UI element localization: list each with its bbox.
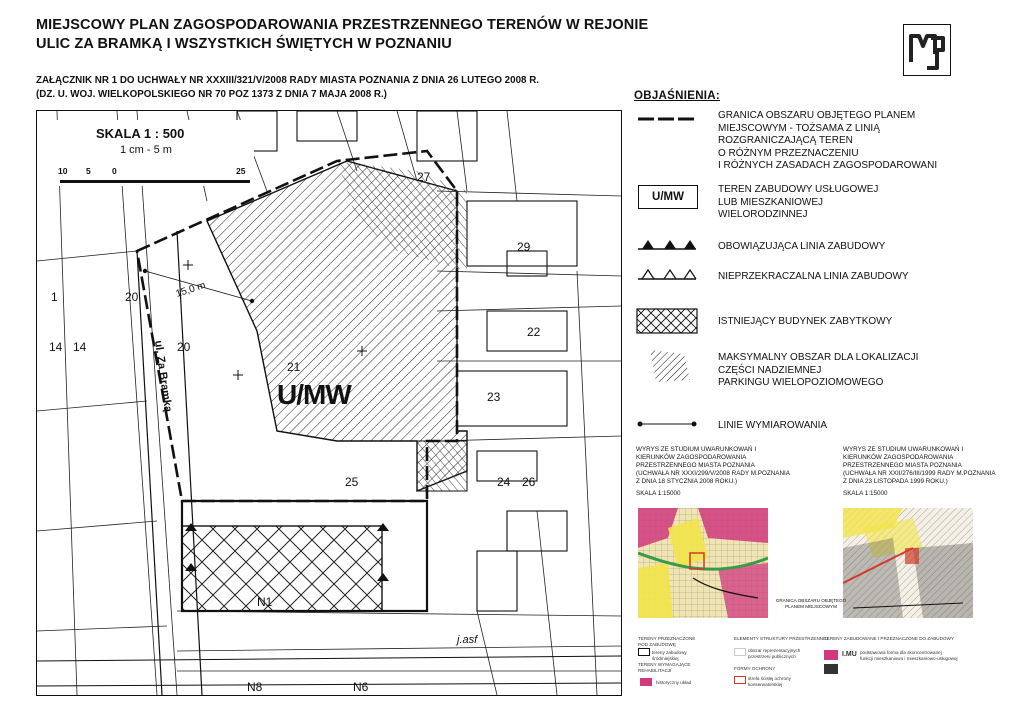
heritage-building[interactable] <box>182 526 382 611</box>
svg-text:24: 24 <box>497 475 511 489</box>
svg-text:1: 1 <box>51 290 58 304</box>
svg-text:14: 14 <box>49 340 63 354</box>
studium-callout: GRANICA OBSZARU OBJĘTEGO PLANEM MIEJSCOWYM <box>775 598 847 609</box>
svg-text:21: 21 <box>287 360 301 374</box>
mini-legend-swatch-2 <box>640 678 652 686</box>
mini-legend-col1-head: TERENY PRZEZNACZONE POD ZABUDOWĘ <box>638 636 696 647</box>
legend-text-parking: MAKSYMALNY OBSZAR DLA LOKALIZACJI CZĘŚCI NADZIEMNEJ PARKINGU WIELOPOZIOMOWEGO <box>718 352 919 388</box>
mini-legend-col3-label: I.MU <box>842 651 857 658</box>
studium-map-2008[interactable] <box>638 508 768 618</box>
studium-map-1999[interactable] <box>843 508 973 618</box>
scale-subtitle: 1 cm - 5 m <box>120 144 172 156</box>
studium-text-2008: WYRYS ZE STUDIUM UWARUNKOWAŃ I KIERUNKÓW ZAGOSPODAROWANIA PRZESTRZENNEGO MIASTA POZNANIA (UCHWAŁA NR XXXI/299/V/2008 RADY M.POZNANIA Z DNIA 18 STYCZNIA 2008 ROKU.) <box>636 446 790 485</box>
mini-legend-swatch-3 <box>734 648 746 656</box>
legend-text-umw: TEREN ZABUDOWY USŁUGOWEJ LUB MIESZKANIOWEJ WIELORODZINNEJ <box>718 184 879 220</box>
mini-legend-col2-item: obszar reprezentacyjnych przestrzeni publicznych <box>748 648 801 659</box>
mpu-logo-icon <box>903 24 951 76</box>
umw-box-icon: U/MW <box>638 185 698 209</box>
crosshatch-icon <box>636 308 698 334</box>
street-label-jasf: j.asf <box>457 634 478 646</box>
svg-text:N6: N6 <box>353 680 369 694</box>
svg-text:20: 20 <box>125 290 139 304</box>
mini-legend-swatch-6 <box>824 664 838 674</box>
street <box>37 634 621 686</box>
studium-scale-1999: SKALA 1:15000 <box>843 490 888 497</box>
scale-tick-0: 0 <box>112 166 117 176</box>
mini-legend-col2-head: ELEMENTY STRUKTURY PRZESTRZENNEJ <box>734 636 829 641</box>
plan-title: MIEJSCOWY PLAN ZAGOSPODAROWANIA PRZESTRZENNEGO TERENÓW W REJONIE ULIC ZA BRAMKĄ I WSZYSTKICH ŚWIĘTYCH W POZNANIU <box>36 17 649 52</box>
legend-text-dimension: LINIE WYMIAROWANIA <box>718 420 828 431</box>
map-panel[interactable] <box>36 110 622 696</box>
legend-text-heritage: ISTNIEJĄCY BUDYNEK ZABYTKOWY <box>718 316 893 327</box>
legend-text-boundary: GRANICA OBSZARU OBJĘTEGO PLANEM MIEJSCOWYM - TOŻSAMA Z LINIĄ ROZGRANICZAJĄCĄ TEREN O RÓŻNYM PRZEZNACZENIU I RÓŻNYCH ZASADACH ZAGOSPODAROWANI <box>718 110 938 171</box>
plan-subtitle <box>36 74 539 102</box>
mini-legend-col3-item: podstawowa forma dla skoncentrowanej funkcji mieszkaniowo i mieszkaniowo-usługowej <box>860 650 958 661</box>
svg-text:20: 20 <box>177 340 191 354</box>
legend-heading: OBJAŚNIENIA: <box>634 90 721 102</box>
scale-tick-25: 25 <box>236 166 246 176</box>
zone-label-umw: U/MW <box>277 379 351 410</box>
mini-legend-col3-head: TERENY ZABUDOWANE I PRZEZNACZONE DO ZABUDOWY <box>824 636 954 641</box>
scale-box <box>44 120 254 186</box>
legend-text-mandatory-line: OBOWIĄZUJĄCA LINIA ZABUDOWY <box>718 241 886 252</box>
subtitle-line-1: ZAŁĄCZNIK NR 1 DO UCHWAŁY NR XXXIII/321/V/2008 RADY MIASTA POZNANIA Z DNIA 26 LUTEGO 2008 R. <box>36 75 539 86</box>
mini-legend-col2-item2: FORMY OCHRONY <box>734 666 776 671</box>
filled-triangle-line-icon <box>636 238 698 252</box>
scale-title: SKALA 1 : 500 <box>96 126 185 141</box>
mini-legend-col1-item: tereny zabudowy śródmiejskiej <box>652 650 687 661</box>
studium-legend <box>638 636 1018 696</box>
boundary-line-icon <box>636 114 698 124</box>
svg-text:27: 27 <box>417 170 431 184</box>
scale-tick-5: 5 <box>86 166 91 176</box>
svg-text:29: 29 <box>517 240 531 254</box>
parking-hatch-area-lower <box>417 441 467 491</box>
studium-scale-2008: SKALA 1:15000 <box>636 490 681 497</box>
mini-legend-swatch-1 <box>638 648 650 656</box>
mini-legend-swatch-4 <box>734 676 746 684</box>
svg-text:N1: N1 <box>257 595 273 609</box>
svg-text:23: 23 <box>487 390 501 404</box>
diagonal-hatch-icon <box>636 348 698 384</box>
svg-text:14: 14 <box>73 340 87 354</box>
dimension-line-icon <box>636 418 698 430</box>
street-label-za-bramka: ul. Za Bramką <box>152 339 174 413</box>
mini-legend-swatch-5 <box>824 650 838 660</box>
svg-text:25: 25 <box>345 475 359 489</box>
dimension-label: 15,0 m <box>174 279 208 300</box>
svg-text:26: 26 <box>522 475 536 489</box>
mini-legend-col1-item3: historyczny układ <box>656 680 692 685</box>
studium-text-1999: WYRYS ZE STUDIUM UWARUNKOWAŃ I KIERUNKÓW ZAGOSPODAROWANIA PRZESTRZENNEGO MIASTA POZNANIA (UCHWAŁA NR XXII/276/III/1999 RADY M.POZNANIA Z DNIA 23 LISTOPADA 1999 ROKU.) <box>843 446 996 485</box>
open-triangle-line-icon <box>636 268 698 282</box>
subtitle-line-2: (DZ. U. WOJ. WIELKOPOLSKIEGO NR 70 POZ 1373 Z DNIA 7 MAJA 2008 R.) <box>36 89 387 100</box>
mini-legend-col1-item2: TERENY WYMAGAJĄCE REHABILITACJI <box>638 662 691 673</box>
svg-text:N8: N8 <box>247 680 263 694</box>
svg-text:22: 22 <box>527 325 541 339</box>
scale-tick-10: 10 <box>58 166 68 176</box>
scale-bar <box>60 180 250 183</box>
legend-text-limit-line: NIEPRZEKRACZALNA LINIA ZABUDOWY <box>718 271 909 282</box>
mini-legend-col2-item3: strefa ścisłej ochrony konserwatorskiej <box>748 676 791 687</box>
